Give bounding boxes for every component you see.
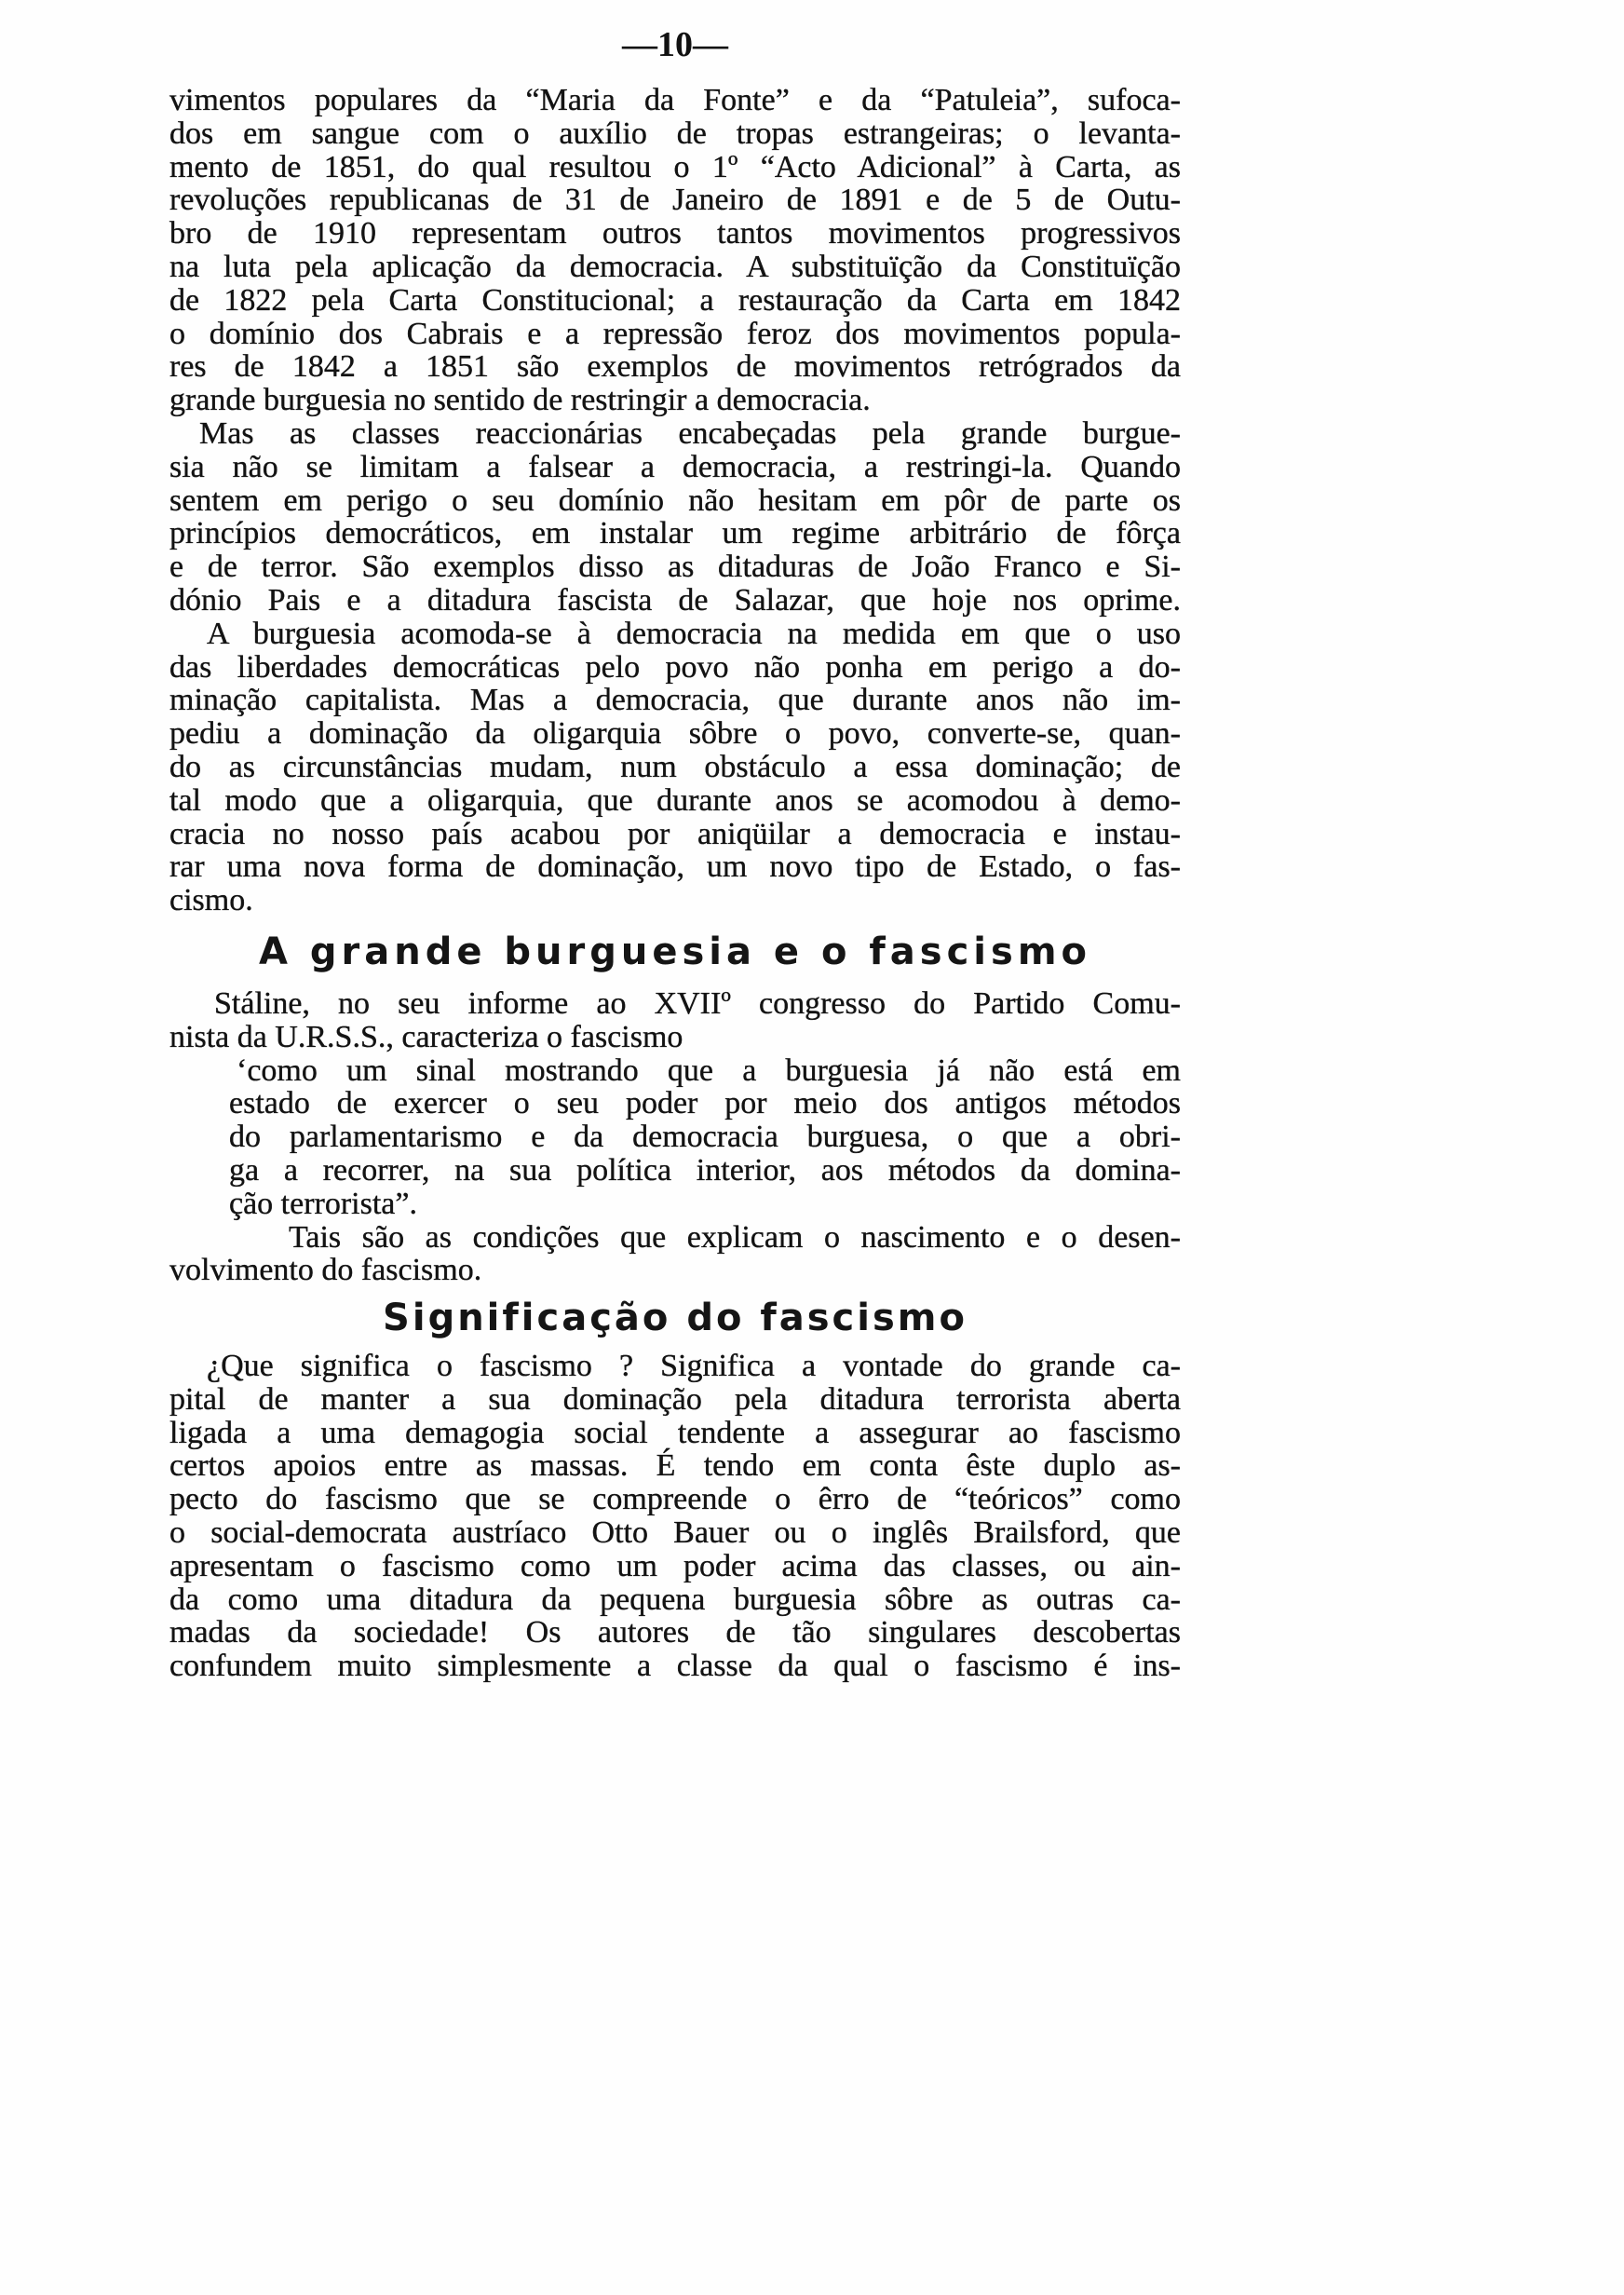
- text-line: ‘como um sinal mostrando que a burguesia já não está em: [237, 1052, 1181, 1088]
- text-line: na luta pela aplicação da democracia. A substituïção da Constituïção: [169, 249, 1181, 284]
- text-line: da como uma ditadura da pequena burguesia sôbre as outras ca-: [169, 1582, 1181, 1617]
- paragraph: [169, 618, 1181, 917]
- text-line: A burguesia acomoda-se à democracia na medida em que o uso: [207, 616, 1181, 651]
- text-line: pital de manter a sua dominação pela ditadura terrorista aberta: [169, 1381, 1181, 1417]
- text-line: ga a recorrer, na sua política interior, aos métodos da domina-: [229, 1152, 1181, 1188]
- text-line: vimentos populares da “Maria da Fonte” e da “Patuleia”, sufoca-: [169, 83, 1181, 117]
- text-line: certos apoios entre as massas. É tendo em conta êste duplo as-: [169, 1448, 1181, 1484]
- text-line: do parlamentarismo e da democracia burguesa, o que a obri-: [229, 1120, 1181, 1155]
- text-line: minação capitalista. Mas a democracia, que durante anos não im-: [169, 683, 1181, 718]
- section-heading: Significação do fascismo: [383, 1297, 968, 1340]
- text-line: princípios democráticos, em instalar um regime arbitrário de fôrça: [169, 516, 1181, 551]
- text-line: pediu a dominação da oligarquia sôbre o povo, converte-se, quan-: [169, 716, 1181, 752]
- paragraph: [169, 417, 1181, 618]
- paragraph: [169, 987, 1181, 1054]
- text-line: ligada a uma demagogia social tendente a assegurar ao fascismo: [169, 1415, 1181, 1450]
- text-line: sentem em perigo o seu domínio não hesitam em pôr de parte os: [169, 482, 1181, 518]
- text-line: cracia no nosso país acabou por aniqüilar a democracia e instau-: [169, 816, 1181, 851]
- text-line: dos em sangue com o auxílio de tropas estrangeiras; o levanta-: [169, 115, 1181, 151]
- text-line: confundem muito simplesmente a classe da qual o fascismo é ins-: [169, 1649, 1181, 1684]
- text-line: ¿Que significa o fascismo ? Significa a vontade do grande ca-: [207, 1349, 1181, 1384]
- text-line: o domínio dos Cabrais e a repressão feroz dos movimentos popula-: [169, 316, 1181, 351]
- text-line: nista da U.R.S.S., caracteriza o fascismo: [169, 1019, 683, 1054]
- text-line: dónio Pais e a ditadura fascista de Salazar, que hoje nos oprime.: [169, 582, 1181, 618]
- text-line: bro de 1910 representam outros tantos movimentos progressivos: [169, 216, 1181, 251]
- text-line: Stáline, no seu informe ao XVIIº congresso do Partido Comu-: [214, 985, 1181, 1021]
- text-line: res de 1842 a 1851 são exemplos de movimentos retrógrados da: [169, 349, 1181, 385]
- text-line: estado de exercer o seu poder por meio dos antigos métodos: [229, 1086, 1181, 1121]
- text-line: Tais são as condições que explicam o nascimento e o desen-: [289, 1219, 1181, 1255]
- text-line: grande burguesia no sentido de restringir a democracia.: [169, 383, 871, 418]
- text-column: [169, 84, 1181, 1683]
- text-line: apresentam o fascismo como um poder acima das classes, ou ain-: [169, 1548, 1181, 1583]
- paragraph: [169, 1350, 1181, 1683]
- section-heading: A grande burguesia e o fascismo: [259, 930, 1091, 973]
- text-line: mento de 1851, do qual resultou o 1º “Acto Adicional” à Carta, as: [169, 149, 1181, 184]
- text-line: e de terror. São exemplos disso as ditaduras de João Franco e Si-: [169, 550, 1181, 585]
- text-line: cismo.: [169, 883, 253, 918]
- page-number: —10—: [622, 25, 728, 64]
- text-line: revoluções republicanas de 31 de Janeiro de 1891 e de 5 de Outu-: [169, 183, 1181, 218]
- block-quote: [229, 1054, 1181, 1221]
- paragraph: [169, 84, 1181, 417]
- paragraph: [169, 1221, 1181, 1288]
- text-line: das liberdades democráticas pelo povo não ponha em perigo a do-: [169, 649, 1181, 685]
- text-line: do as circunstâncias mudam, num obstáculo a essa dominação; de: [169, 749, 1181, 784]
- text-line: Mas as classes reaccionárias encabeçadas pela grande burgue-: [199, 415, 1181, 451]
- text-line: o social-democrata austríaco Otto Bauer ou o inglês Brailsford, que: [169, 1515, 1181, 1551]
- text-line: rar uma nova forma de dominação, um novo tipo de Estado, o fas-: [169, 849, 1181, 885]
- text-line: volvimento do fascismo.: [169, 1253, 482, 1288]
- text-line: sia não se limitam a falsear a democracia, a restringi-la. Quando: [169, 449, 1181, 484]
- text-line: tal modo que a oligarquia, que durante anos se acomodou à demo-: [169, 782, 1181, 818]
- text-line: ção terrorista”.: [229, 1186, 417, 1221]
- text-line: pecto do fascismo que se compreende o êrro de “teóricos” como: [169, 1482, 1181, 1517]
- text-line: madas da sociedade! Os autores de tão singulares descobertas: [169, 1615, 1181, 1650]
- text-line: de 1822 pela Carta Constitucional; a restauração da Carta em 1842: [169, 282, 1181, 318]
